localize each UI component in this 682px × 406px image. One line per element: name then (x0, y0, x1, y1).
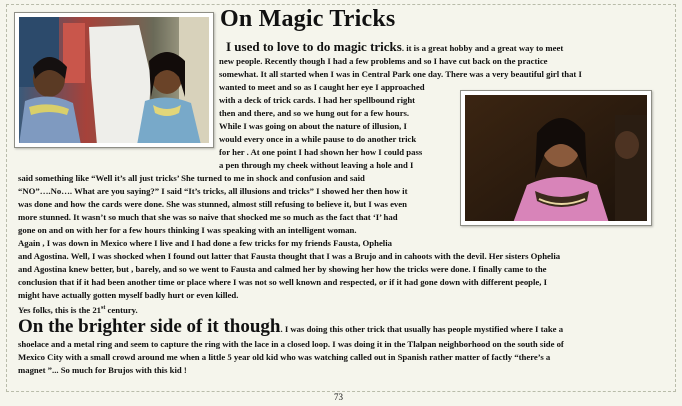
text-line: somewhat. It all started when I was in Central Park one day. There was a very beautiful girl that I (219, 69, 582, 79)
text-line: said something like “Well it’s all just tricks’ She turned to me in shock and confusion and said (18, 173, 365, 183)
text-line: gone on and on with her for a few hours thinking I was speaking with an intelligent woman. (18, 225, 357, 235)
photo-two-women (14, 12, 214, 148)
text-line: “NO”….No…. What are you saying?” I said “It’s tricks, all illusions and tricks” I showed her then how it (18, 186, 408, 196)
text-line: shoelace and a metal ring and seem to capture the ring with the lace in a closed loop. I was doing it in the Tlalpan neighborhood on the south side of (18, 339, 564, 349)
text-line: conclusion that if it had been another time or place where I was not so well known and respected, or if it had gone down with different people, I (18, 277, 547, 287)
text-line: Mexico City with a small crowd around me when a little 5 year old kid who was watching called out in Spanish rather matter of factly “there’s a (18, 352, 551, 362)
text-line: wanted to meet and so as I caught her eye I approached (219, 82, 425, 92)
text-line: magnet ”... So much for Brujos with this kid ! (18, 365, 187, 375)
intro-rest: . it is a great hobby and a great way to meet (401, 43, 564, 53)
text-line: was done and how the cards were done. She was stunned, almost still refusing to believe it, but I was even (18, 199, 407, 209)
text-line: more stunned. It wasn’t so much that she was so naive that shocked me so much as the fact that ‘I’ had (18, 212, 398, 222)
photo-woman-portrait (460, 90, 652, 226)
century-text: Yes folks, this is the 21 (18, 304, 102, 315)
text-line: Again , I was down in Mexico where I live and I had done a few tricks for my friends Fausta, Ophelia (18, 238, 392, 248)
century-end: century. (105, 304, 138, 315)
text-line: While I was going on about the nature of illusion, I (219, 121, 407, 131)
section-heading: On the brighter side of it though (18, 316, 281, 337)
text-line: would every once in a while pause to do another trick (219, 134, 417, 144)
photo-two-women-image (19, 17, 209, 143)
text-line: and Agostina. Well, I was shocked when I found out latter that Fausta thought that I was a Brujo and in cahoots with the devil. Her sisters Ophelia (18, 251, 561, 261)
intro-lead: I used to love to do magic tricks (226, 39, 402, 54)
page-title: On Magic Tricks (220, 6, 396, 32)
century-line (18, 302, 138, 317)
text-line: new people. Recently though I had a few problems and so I have cut back on the practice (219, 56, 548, 66)
page-number: 73 (330, 392, 347, 402)
section-heading-rest: . I was doing this other trick that usually has people mystified where I take a (280, 324, 564, 334)
text-line: and Agostina knew better, but , barely, and so we went to Fausta and calmed her by showing her how the tricks were done. I finally came to the (18, 264, 547, 274)
text-line: then and there, and so we hung out for a few hours. (219, 108, 410, 118)
text-line: a pen through my cheek without leaving a hole and I (219, 160, 414, 170)
century-sup: st (101, 305, 106, 311)
text-line: with a deck of trick cards. I had her spellbound right (219, 95, 416, 105)
text-line: for her . At one point I had shown her how I could pass (219, 147, 423, 157)
text-line: might have actually gotten myself badly hurt or even killed. (18, 290, 239, 300)
section-heading-line (18, 316, 563, 338)
intro-line (226, 40, 563, 55)
photo-woman-portrait-image (465, 95, 647, 221)
